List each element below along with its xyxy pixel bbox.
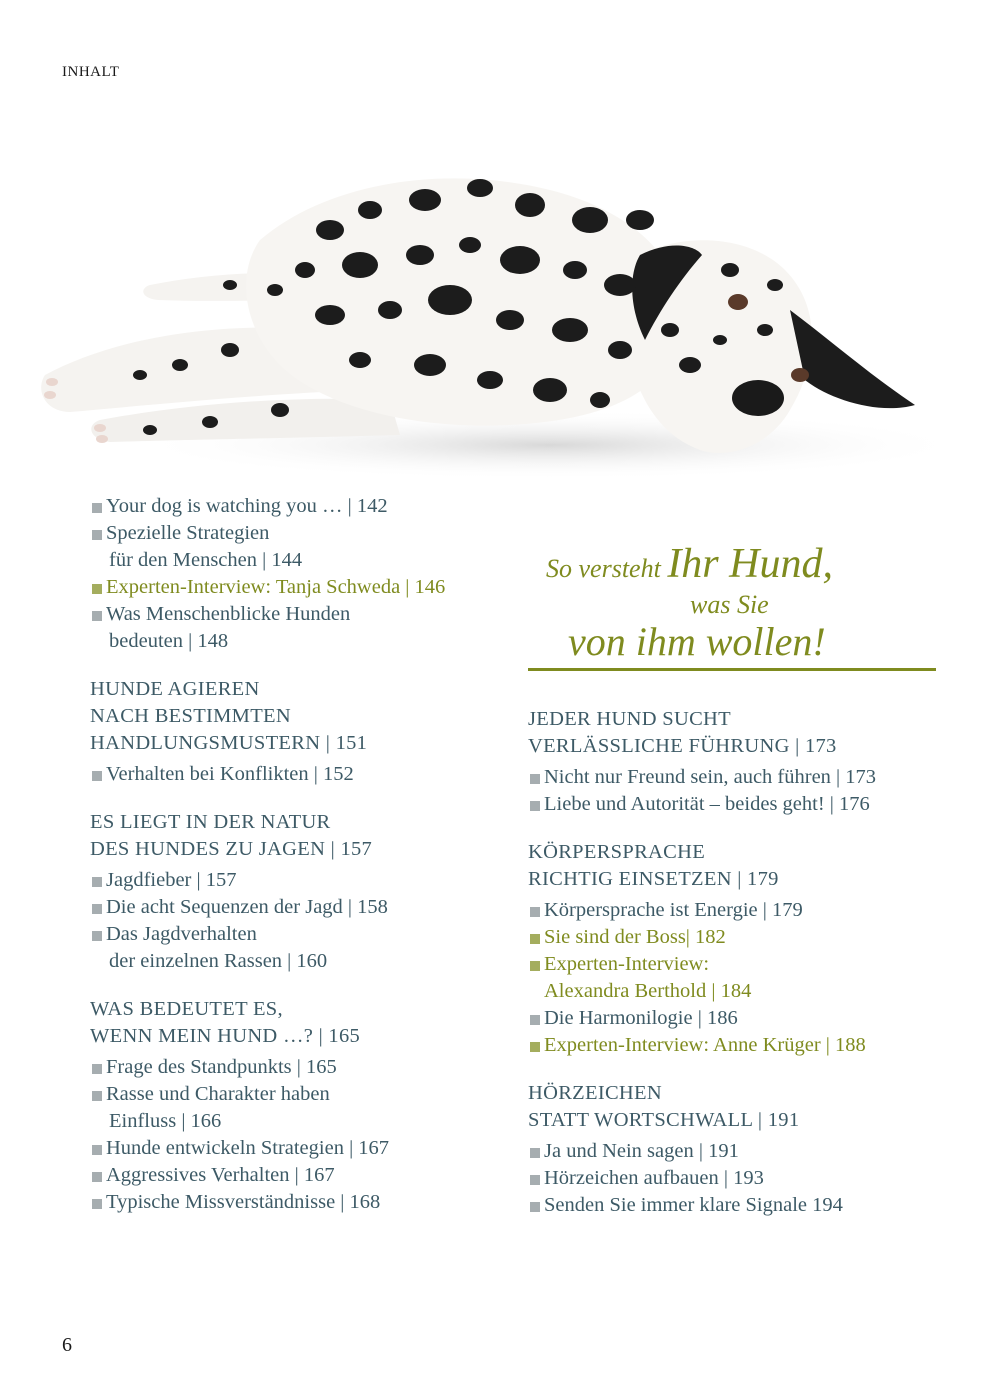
toc-entry[interactable]: Aggressives Verhalten | 167 bbox=[90, 1162, 510, 1189]
toc-entry[interactable]: Was Menschenblicke Hunden bedeuten | 148 bbox=[90, 601, 510, 655]
toc-entry[interactable]: Your dog is watching you … | 142 bbox=[90, 493, 510, 520]
bullet-square-icon bbox=[530, 801, 540, 811]
toc-entry[interactable]: Rasse und Charakter haben Einfluss | 166 bbox=[90, 1081, 510, 1135]
bullet-square-icon bbox=[530, 907, 540, 917]
bullet-square-icon bbox=[92, 1199, 102, 1209]
bullet-square-icon bbox=[92, 584, 102, 594]
bullet-square-icon bbox=[530, 1202, 540, 1212]
toc-entry[interactable]: Jagdfieber | 157 bbox=[90, 867, 510, 894]
chapter-heading[interactable]: HUNDE AGIEREN NACH BESTIMMTEN HANDLUNGSMUSTERN | 151 bbox=[90, 678, 368, 754]
chapter-heading[interactable]: HÖRZEICHEN STATT WORTSCHWALL | 191 bbox=[528, 1082, 800, 1131]
page-number: 6 bbox=[62, 1334, 72, 1356]
bullet-square-icon bbox=[530, 934, 540, 944]
toc-entry[interactable]: Nicht nur Freund sein, auch führen | 173 bbox=[528, 764, 948, 791]
toc-right-column bbox=[528, 706, 948, 1219]
toc-entry[interactable]: Spezielle Strategien für den Menschen | 144 bbox=[90, 520, 510, 574]
toc-left-column bbox=[90, 493, 510, 1216]
chapter-heading[interactable]: ES LIEGT IN DER NATUR DES HUNDES ZU JAGEN | 157 bbox=[90, 811, 373, 860]
toc-entry[interactable]: Die acht Sequenzen der Jagd | 158 bbox=[90, 894, 510, 921]
toc-entry[interactable]: Senden Sie immer klare Signale 194 bbox=[528, 1192, 948, 1219]
dalmatian-photo bbox=[30, 150, 940, 480]
bullet-square-icon bbox=[92, 1064, 102, 1074]
quote-divider bbox=[528, 668, 936, 671]
toc-entry[interactable]: Typische Missverständnisse | 168 bbox=[90, 1189, 510, 1216]
toc-entry[interactable]: Hörzeichen aufbauen | 193 bbox=[528, 1165, 948, 1192]
bullet-square-icon bbox=[92, 877, 102, 887]
bullet-square-icon bbox=[92, 611, 102, 621]
toc-entry-expert[interactable]: Experten-Interview: Anne Krüger | 188 bbox=[528, 1032, 948, 1059]
bullet-square-icon bbox=[530, 1042, 540, 1052]
bullet-square-icon bbox=[92, 503, 102, 513]
chapter-heading[interactable]: WAS BEDEUTET ES, WENN MEIN HUND …? | 165 bbox=[90, 998, 361, 1047]
bullet-square-icon bbox=[92, 931, 102, 941]
toc-entry[interactable]: Körpersprache ist Energie | 179 bbox=[528, 897, 948, 924]
toc-entry[interactable]: Verhalten bei Konflikten | 152 bbox=[90, 761, 510, 788]
toc-entry-expert[interactable]: Experten-Interview: Alexandra Berthold | 184 bbox=[528, 951, 948, 1005]
bullet-square-icon bbox=[530, 1015, 540, 1025]
bullet-square-icon bbox=[530, 1148, 540, 1158]
bullet-square-icon bbox=[92, 1172, 102, 1182]
bullet-square-icon bbox=[530, 774, 540, 784]
chapter-heading[interactable]: JEDER HUND SUCHT VERLÄSSLICHE FÜHRUNG | 173 bbox=[528, 708, 837, 757]
toc-entry-expert[interactable]: Experten-Interview: Tanja Schweda | 146 bbox=[90, 574, 510, 601]
bullet-square-icon bbox=[92, 1091, 102, 1101]
toc-entry-expert[interactable]: Sie sind der Boss| 182 bbox=[528, 924, 948, 951]
toc-entry[interactable]: Frage des Standpunkts | 165 bbox=[90, 1054, 510, 1081]
bullet-square-icon bbox=[530, 1175, 540, 1185]
toc-entry[interactable]: Die Harmonilogie | 186 bbox=[528, 1005, 948, 1032]
bullet-square-icon bbox=[92, 1145, 102, 1155]
bullet-square-icon bbox=[92, 904, 102, 914]
toc-entry[interactable]: Liebe und Autorität – beides geht! | 176 bbox=[528, 791, 948, 818]
toc-entry[interactable]: Hunde entwickeln Strategien | 167 bbox=[90, 1135, 510, 1162]
section-header: INHALT bbox=[62, 64, 120, 80]
chapter-heading[interactable]: KÖRPERSPRACHE RICHTIG EINSETZEN | 179 bbox=[528, 841, 779, 890]
bullet-square-icon bbox=[92, 771, 102, 781]
bullet-square-icon bbox=[92, 530, 102, 540]
toc-entry[interactable]: Das Jagdverhalten der einzelnen Rassen | 160 bbox=[90, 921, 510, 975]
toc-entry[interactable]: Ja und Nein sagen | 191 bbox=[528, 1138, 948, 1165]
bullet-square-icon bbox=[530, 961, 540, 971]
